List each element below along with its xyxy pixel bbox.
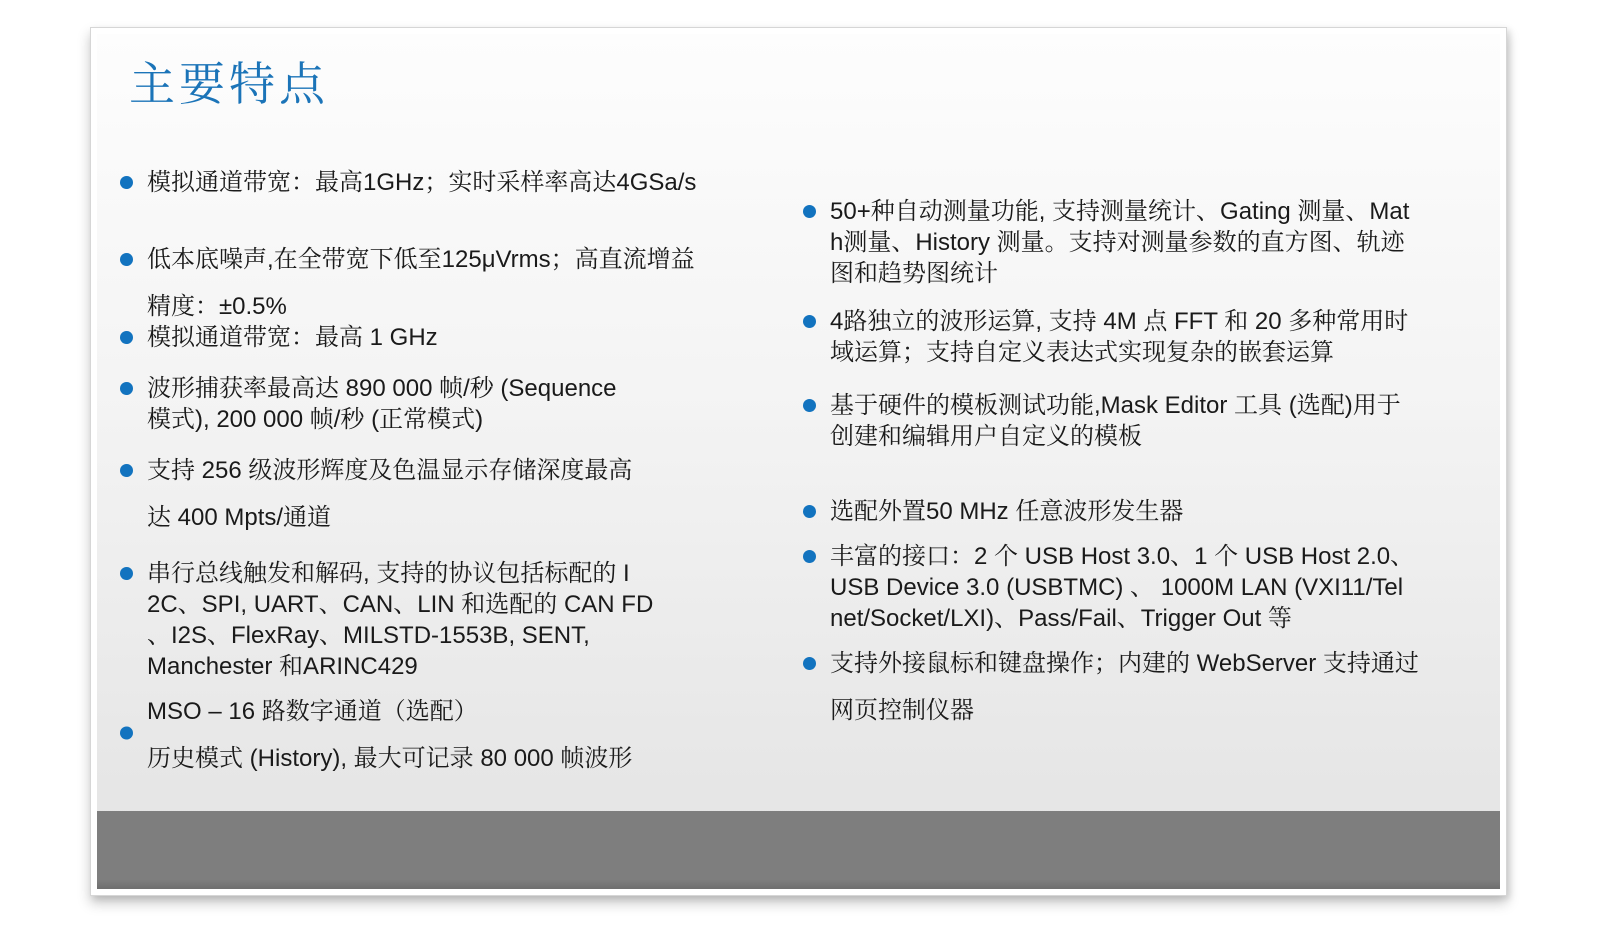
feature-item (119, 558, 767, 682)
feature-list-left (119, 167, 767, 774)
feature-line: 模拟通道带宽：最高1GHz；实时采样率高达4GSa/s (147, 169, 697, 196)
feature-item (802, 648, 1492, 726)
bullet-icon (120, 331, 133, 344)
feature-text (830, 306, 1492, 368)
feature-line: MSO – 16 路数字通道（选配） (147, 698, 478, 725)
feature-text (147, 244, 767, 322)
feature-line: 网页控制仪器 (830, 697, 974, 724)
feature-line: USB Device 3.0 (USBTMC) 、 1000M LAN (VXI11/Tel (830, 574, 1404, 601)
bullet-icon (120, 727, 133, 740)
feature-line: 模拟通道带宽：最高 1 GHz (147, 324, 438, 351)
feature-text (147, 558, 767, 682)
presentation-slide (90, 27, 1507, 896)
feature-text (830, 648, 1492, 726)
feature-line: net/Socket/LXI)、Pass/Fail、Trigger Out 等 (830, 605, 1292, 632)
feature-item (119, 373, 767, 435)
bullet-icon (120, 176, 133, 189)
feature-line: 图和趋势图统计 (830, 260, 998, 287)
feature-item (119, 167, 767, 198)
feature-item (802, 496, 1492, 527)
feature-line: 4路独立的波形运算, 支持 4M 点 FFT 和 20 多种常用时 (830, 308, 1409, 335)
feature-item (119, 455, 767, 533)
bullet-icon (803, 399, 816, 412)
feature-line: Manchester 和ARINC429 (147, 653, 418, 680)
bullet-icon (120, 464, 133, 477)
feature-line: 精度：±0.5% (147, 293, 287, 320)
feature-line: 模式), 200 000 帧/秒 (正常模式) (147, 406, 484, 433)
feature-text (830, 390, 1492, 452)
bullet-icon (120, 253, 133, 266)
feature-line: 波形捕获率最高达 890 000 帧/秒 (Sequence (147, 375, 617, 402)
bullet-icon (120, 567, 133, 580)
feature-line: 选配外置50 MHz 任意波形发生器 (830, 498, 1184, 525)
feature-line: 域运算；支持自定义表达式实现复杂的嵌套运算 (830, 339, 1334, 366)
feature-line: 低本底噪声,在全带宽下低至125μVrms；高直流增益 (147, 246, 695, 273)
feature-line: 、I2S、FlexRay、MILSTD-1553B, SENT, (147, 622, 590, 649)
feature-line: h测量、History 测量。支持对测量参数的直方图、轨迹 (830, 229, 1405, 256)
feature-item (802, 306, 1492, 368)
bullet-icon (803, 205, 816, 218)
feature-line: 创建和编辑用户自定义的模板 (830, 423, 1142, 450)
feature-line: 历史模式 (History), 最大可记录 80 000 帧波形 (147, 745, 633, 772)
feature-text (147, 696, 767, 774)
feature-line: 串行总线触发和解码, 支持的协议包括标配的 I (147, 560, 630, 587)
bullet-icon (803, 315, 816, 328)
slide-title: 主要特点 (129, 58, 329, 110)
bullet-icon (803, 550, 816, 563)
bullet-icon (120, 382, 133, 395)
feature-item (119, 322, 767, 353)
feature-list-right (802, 196, 1492, 726)
feature-item (802, 196, 1492, 289)
feature-item (802, 541, 1492, 634)
feature-line: 2C、SPI, UART、CAN、LIN 和选配的 CAN FD (147, 591, 654, 618)
feature-text (830, 496, 1492, 527)
feature-text (147, 373, 767, 435)
feature-item (119, 244, 767, 322)
feature-item (802, 390, 1492, 452)
feature-line: 丰富的接口：2 个 USB Host 3.0、1 个 USB Host 2.0、 (830, 543, 1415, 570)
feature-item (119, 696, 767, 774)
feature-text (830, 196, 1492, 289)
feature-line: 支持外接鼠标和键盘操作；内建的 WebServer 支持通过 (830, 650, 1419, 677)
feature-text (147, 455, 767, 533)
slide-content-area (97, 34, 1500, 889)
feature-text (147, 167, 767, 198)
feature-line: 基于硬件的模板测试功能,Mask Editor 工具 (选配)用于 (830, 392, 1401, 419)
footer-bar (97, 811, 1500, 889)
feature-line: 50+种自动测量功能, 支持测量统计、Gating 测量、Mat (830, 198, 1410, 225)
bullet-icon (803, 505, 816, 518)
feature-text (830, 541, 1492, 634)
bullet-icon (803, 657, 816, 670)
feature-line: 达 400 Mpts/通道 (147, 504, 332, 531)
feature-line: 支持 256 级波形辉度及色温显示存储深度最高 (147, 457, 633, 484)
feature-text (147, 322, 767, 353)
